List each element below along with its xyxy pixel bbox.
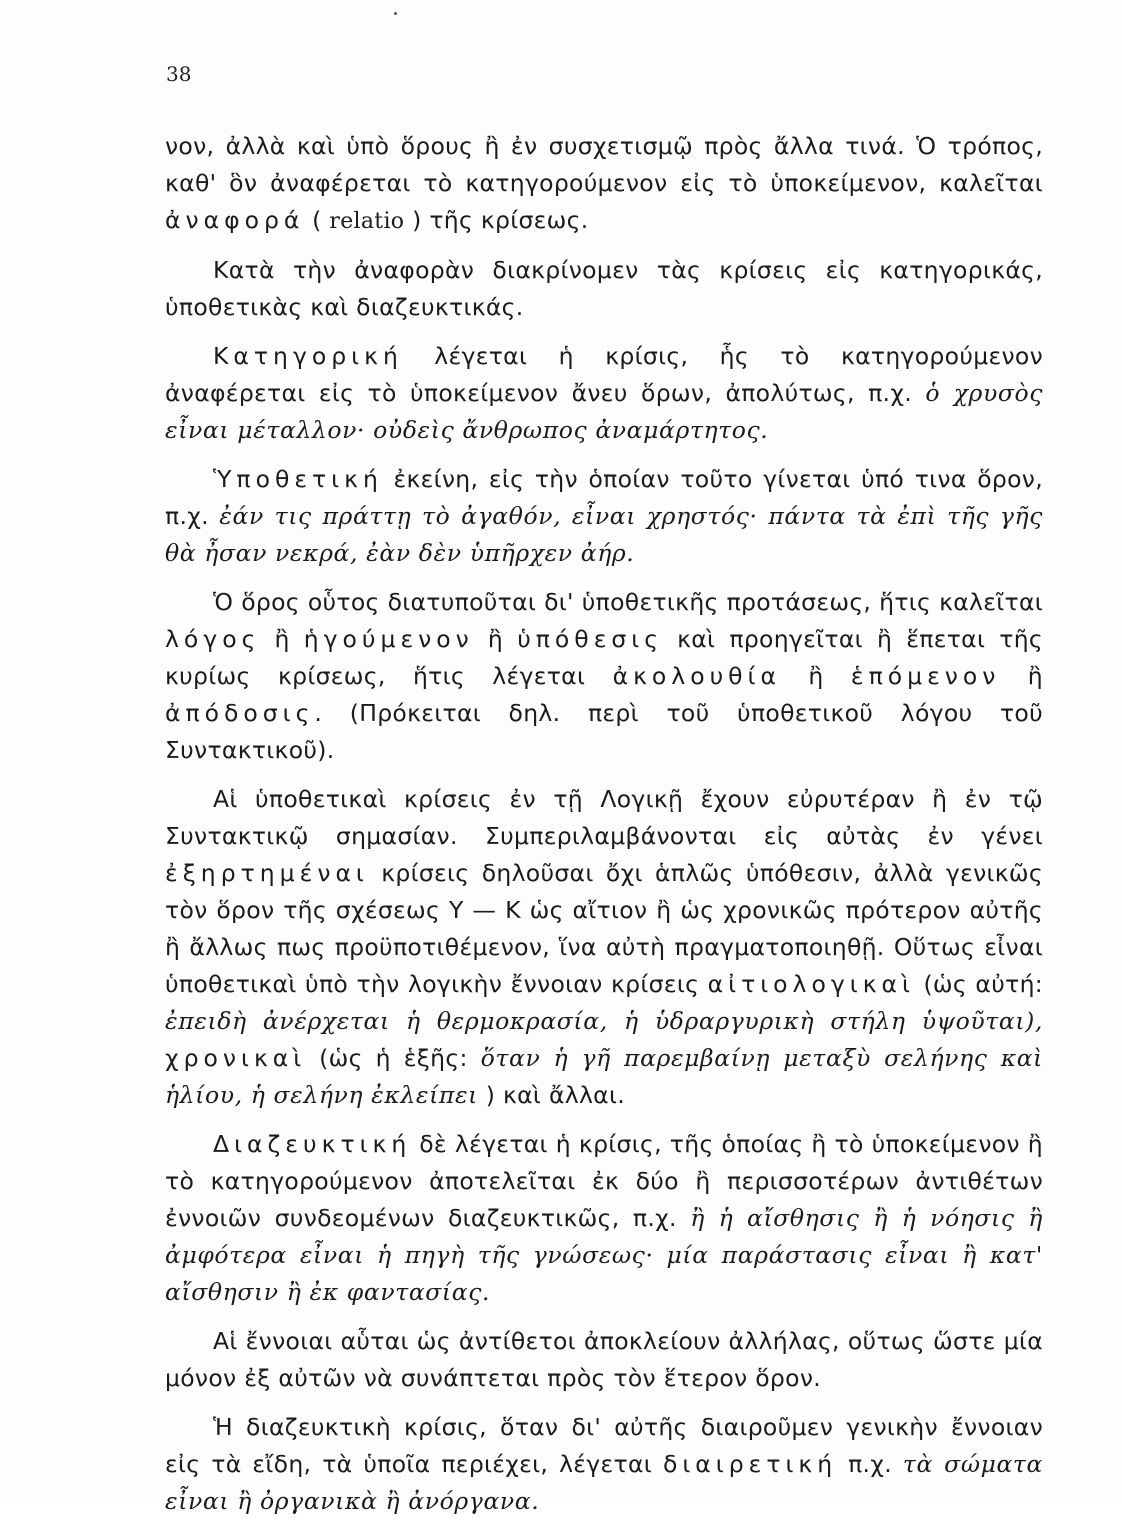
p5-text-a: Ὁ ὅρος οὗτος διατυποῦται δι' ὑποθετικῆς προτάσεως, ἥτις καλεῖται — [213, 588, 1043, 616]
paragraph-9 — [165, 1409, 1043, 1520]
p8-text: Αἱ ἔννοιαι αὗται ὡς ἀντίθετοι ἀποκλείουν ἀλλήλας, οὕτως ὥστε μία μόνον ἐξ αὐτῶν νὰ συνάπτεται πρὸς τὸν ἕτερον ὅρον. — [165, 1327, 1043, 1392]
p7-example: ἢ ἡ αἴσθησις ἢ ἡ νόησις ἢ ἀμφότερα εἶναι ἡ πηγὴ τῆς γνώσεως· μία παράστασις εἶναι ἢ κατ' αἴσθησιν ἢ ἐκ φαντασίας. — [165, 1204, 1043, 1306]
term-epomenon: ἑπόμενον — [850, 662, 1001, 690]
p7-text-a: δὲ λέγεται ἡ κρίσις, τῆς ὁποίας ἢ τὸ ὑποκείμενον ἢ τὸ κατηγορούμενον ἀποτελεῖται ἐκ δύο ἢ περισσοτέρων ἀντιθέτων ἐννοιῶν συνδεομένων διαζευκτικῶς, π.χ. — [165, 1130, 1043, 1232]
page-body — [165, 128, 1043, 1532]
term-apodosis: ἀπόδοσις — [165, 699, 315, 727]
p5-text-g: . (Πρόκειται δηλ. περὶ τοῦ ὑποθετικοῦ λόγου τοῦ Συντακτικοῦ). — [165, 699, 1043, 764]
page-number: 38 — [166, 62, 192, 86]
p6-text-f: ) καὶ ἄλλαι. — [477, 1081, 625, 1109]
p6-text-c: (ὡς αὐτή: — [915, 970, 1043, 998]
p3-example: ὁ χρυσὸς εἶναι μέταλλον· οὐδεὶς ἄνθρωπος ἀναμάρτητος. — [165, 379, 1043, 444]
p9-text-b: π.χ. — [837, 1450, 903, 1478]
term-ypothesis: ὑπόθεσις — [517, 625, 664, 653]
term-akolouthia: ἀκολουθία — [612, 662, 781, 690]
p4-example: ἐάν τις πράττῃ τὸ ἀγαθόν, εἶναι χρηστός· πάντα τὰ ἐπὶ τῆς γῆς θὰ ἦσαν νεκρά, ἐὰν δὲν ὑπῆρχεν ἀήρ. — [165, 502, 1043, 567]
paragraph-6 — [165, 781, 1043, 1114]
paragraph-1 — [165, 128, 1043, 240]
latin-term-relatio: relatio — [329, 209, 405, 234]
p6-text-e: (ὡς ἡ ἑξῆς: — [306, 1044, 481, 1072]
paragraph-2 — [165, 252, 1043, 326]
term-katigoriki: Κατηγορική — [213, 342, 403, 370]
p9-text-a: Ἡ διαζευκτικὴ κρίσις, ὅταν δι' αὐτῆς διαιροῦμεν γενικὴν ἔννοιαν εἰς τὰ εἴδη, τὰ ὑποῖα περιέχει, λέγεται — [165, 1413, 1043, 1478]
scan-speck — [394, 12, 397, 15]
term-diazeuktiki: Διαζευκτική — [213, 1130, 412, 1158]
term-exirtimenai: ἐξηρτημέναι — [165, 859, 369, 887]
p1-text-b: ( — [304, 206, 330, 234]
p5-text-b: ἢ — [260, 625, 304, 653]
term-anafora: ἀναφορά — [165, 206, 305, 234]
p3-text-a: λέγεται ἡ κρίσις, ἧς τὸ κατηγορούμενον ἀναφέρεται εἰς τὸ ὑποκείμενον ἄνευ ὅρων, ἀπολύτως, π.χ. — [165, 342, 1043, 407]
term-chronikai: χρονικαὶ — [165, 1044, 307, 1072]
p6-example-1: ἐπειδὴ ἀνέρχεται ἡ θερμοκρασία, ἡ ὑδραργυρικὴ στήλη ὑψοῦται), — [165, 1007, 1043, 1035]
p1-text-c: ) τῆς κρίσεως. — [404, 206, 589, 234]
p2-text: Κατὰ τὴν ἀναφορὰν διακρίνομεν τὰς κρίσεις εἰς κατηγορικάς, ὑποθετικὰς καὶ διαζευκτικάς. — [165, 256, 1043, 321]
p6-example-2: ὅταν ἡ γῆ παρεμβαίνῃ μεταξὺ σελήνης καὶ ἡλίου, ἡ σελήνη ἐκλείπει — [165, 1044, 1043, 1109]
p6-text-a: Αἱ ὑποθετικαὶ κρίσεις ἐν τῇ Λογικῇ ἔχουν εὐρυτέραν ἢ ἐν τῷ Συντακτικῷ σημασίαν. Συμπεριλαμβάνονται εἰς αὐτὰς ἐν γένει — [165, 785, 1043, 850]
paragraph-7 — [165, 1126, 1043, 1311]
p5-text-d: καὶ προηγεῖται ἢ ἕπεται τῆς κυρίως κρίσεως, ἥτις λέγεται — [165, 625, 1044, 690]
paragraph-5 — [165, 584, 1043, 769]
p6-text-b: κρίσεις δηλοῦσαι ὄχι ἁπλῶς ὑπόθεσιν, ἀλλὰ γενικῶς τὸν ὅρον τῆς σχέσεως Υ — Κ ὡς αἴτιον ἢ ὡς χρονικῶς πρότερον αὐτῆς ἢ ἄλλως πως προϋποτιθέμενον, ἵνα αὐτὴ πραγματοποιηθῇ. Οὕτως εἶναι ὑποθετικαὶ ὑπὸ τὴν λογικὴν ἔννοιαν κρίσεις — [165, 859, 1043, 998]
paragraph-3 — [165, 338, 1043, 449]
term-aitiologikai: αἰτιολογικαὶ — [707, 970, 915, 998]
paragraph-4 — [165, 461, 1043, 572]
p5-text-f: ἢ — [1000, 662, 1043, 690]
term-igoumenon: ἡγούμενον — [303, 625, 474, 653]
paragraph-8 — [165, 1323, 1043, 1397]
term-logos: λόγος — [165, 625, 261, 653]
p1-text-a: νον, ἀλλὰ καὶ ὑπὸ ὅρους ἢ ἐν συσχετισμῷ πρὸς ἄλλα τινά. Ὁ τρόπος, καθ' ὃν ἀναφέρεται τὸ κατηγορούμενον εἰς τὸ ὑποκείμενον, καλεῖται — [165, 132, 1043, 197]
p5-text-c: ἢ — [473, 625, 518, 653]
p9-example: τὰ σώματα εἶναι ἢ ὀργανικὰ ἢ ἀνόργανα. — [165, 1450, 1043, 1515]
p4-text-a: ἐκείνη, εἰς τὴν ὁποίαν τοῦτο γίνεται ὑπό τινα ὅρον, π.χ. — [165, 465, 1043, 530]
p5-text-e: ἢ — [781, 662, 851, 690]
term-ypothetiki: Ὑποθετική — [213, 465, 383, 493]
term-diairetiki: διαιρετική — [662, 1450, 838, 1478]
